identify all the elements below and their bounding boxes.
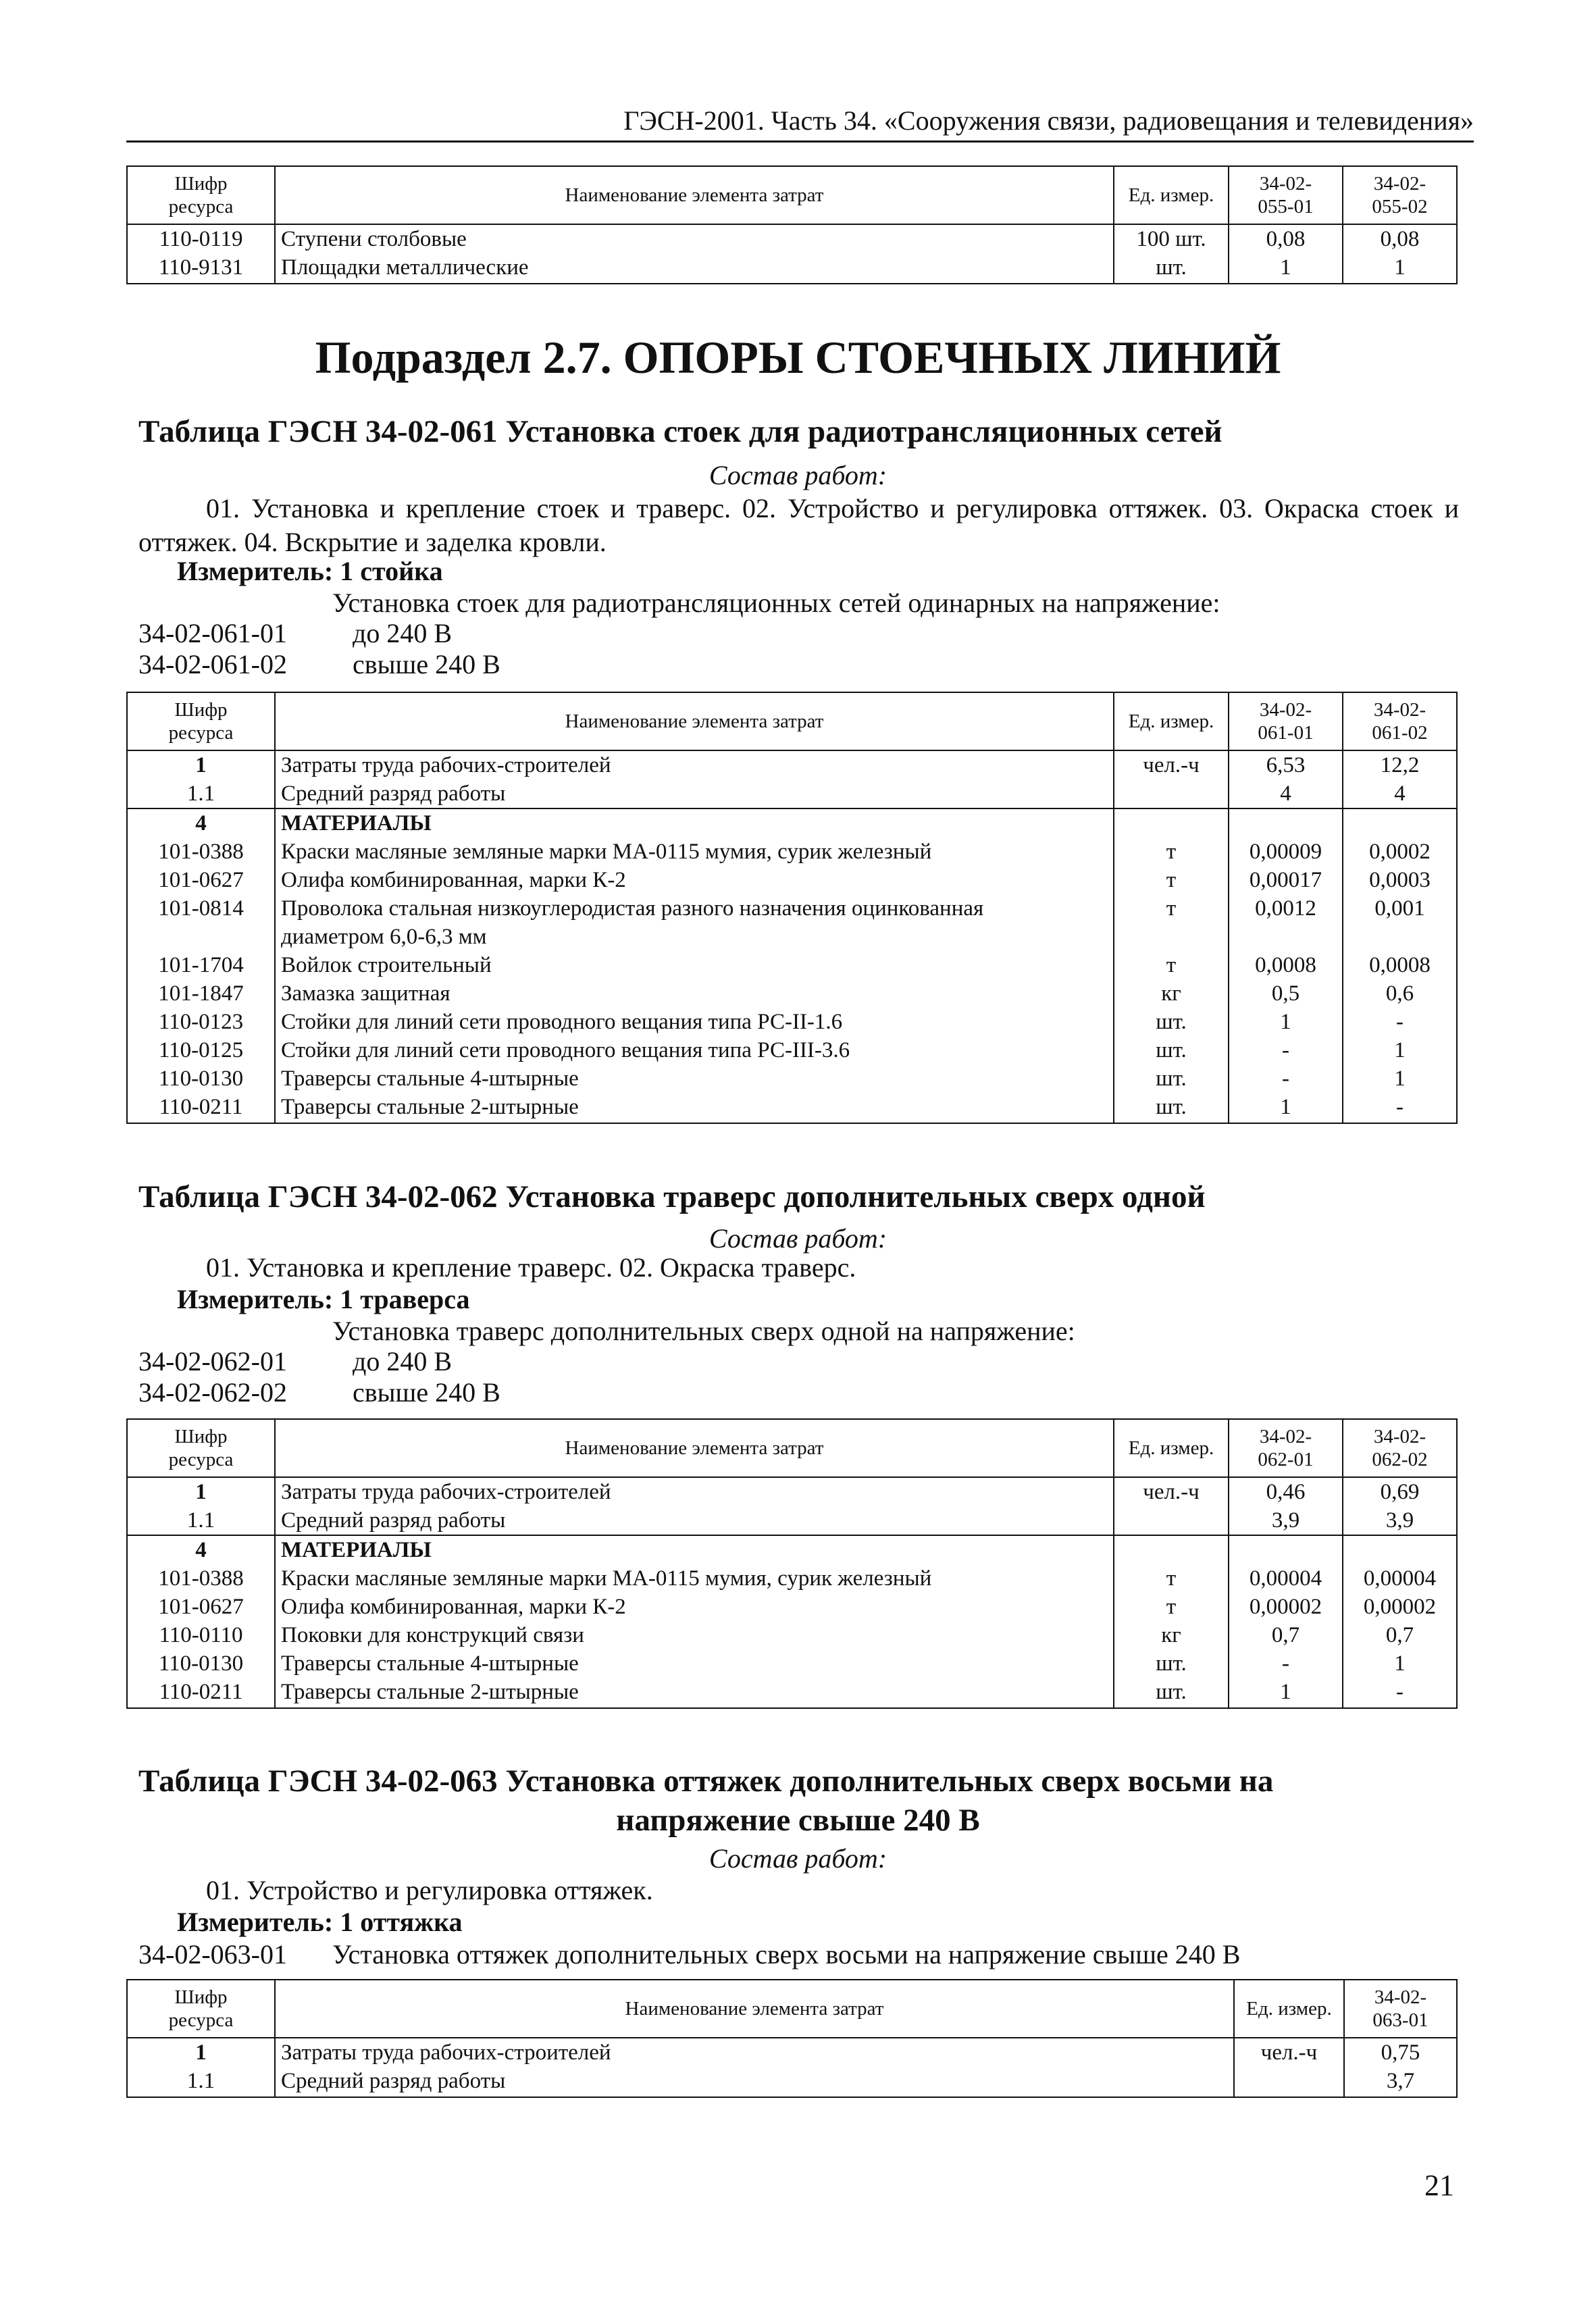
- col-header-norm-2: 34-02- 055-02: [1343, 166, 1457, 224]
- table-row: 110-0211 Траверсы стальные 2-штырные шт. 1 -: [127, 1678, 1457, 1708]
- table-row: 101-0814 Проволока стальная низкоуглеродистая разного назначения оцинкованная т 0,0012 0,001: [127, 894, 1457, 923]
- table-row: 101-1847 Замазка защитная кг 0,5 0,6: [127, 979, 1457, 1008]
- table-063-code-desc: Установка оттяжек дополнительных сверх восьми на напряжение свыше 240 В: [332, 1939, 1241, 1970]
- table-062-sostav-label: Состав работ:: [709, 1223, 887, 1254]
- table-row: 1.1 Средний разряд работы 4 4: [127, 779, 1457, 808]
- table-row: 101-0627 Олифа комбинированная, марки К-2 т 0,00002 0,00002: [127, 1593, 1457, 1621]
- col-header-code: Шифр ресурса: [127, 1980, 275, 2038]
- table-062-intro: Установка траверс дополнительных сверх одной на напряжение:: [332, 1316, 1075, 1346]
- col-header-norm-2: 34-02- 061-02: [1343, 692, 1457, 750]
- table-062-code-2: 34-02-062-02: [138, 1377, 287, 1408]
- table-061-work-description: 01. Установка и крепление стоек и траверс. 02. Устройство и регулировка оттяжек. 03. Окраска стоек и оттяжек. 04. Вскрытие и заделка кровли.: [138, 493, 1459, 557]
- col-header-unit: Ед. измер.: [1114, 166, 1229, 224]
- table-row: 1 Затраты труда рабочих-строителей чел.-ч 0,46 0,69: [127, 1477, 1457, 1506]
- col-header-name: Наименование элемента затрат: [275, 1419, 1114, 1477]
- table-063-title-line-2: напряжение свыше 240 В: [616, 1803, 980, 1838]
- table-row: 110-0130 Траверсы стальные 4-штырные шт. - 1: [127, 1064, 1457, 1093]
- col-header-name: Наименование элемента затрат: [275, 166, 1114, 224]
- page-number: 21: [1424, 2169, 1454, 2202]
- table-row: 110-0125 Стойки для линий сети проводного вещания типа РС-III-3.6 шт. - 1: [127, 1036, 1457, 1064]
- table-062-code-2-desc: свыше 240 В: [353, 1377, 500, 1408]
- table-061-intro: Установка стоек для радиотрансляционных сетей одинарных на напряжение:: [332, 588, 1220, 618]
- table-062-code-1-desc: до 240 В: [353, 1346, 453, 1377]
- col-header-norm-1: 34-02- 061-01: [1229, 692, 1343, 750]
- table-row: 110-0130 Траверсы стальные 4-штырные шт. - 1: [127, 1649, 1457, 1678]
- table-row: 1 Затраты труда рабочих-строителей чел.-ч 0,75: [127, 2038, 1457, 2067]
- col-header-unit: Ед. измер.: [1234, 1980, 1344, 2038]
- table-063-sostav-label: Состав работ:: [709, 1843, 887, 1874]
- table-row: 110-0119 Ступени столбовые 100 шт. 0,08 0,08: [127, 224, 1457, 253]
- table-row: 110-9131 Площадки металлические шт. 1 1: [127, 253, 1457, 284]
- table-061-code-2: 34-02-061-02: [138, 649, 287, 679]
- table-063-title-line-1: Таблица ГЭСН 34-02-063 Установка оттяжек дополнительных сверх восьми на: [138, 1764, 1274, 1799]
- table-061: [126, 692, 1458, 1124]
- table-row: 1.1 Средний разряд работы 3,9 3,9: [127, 1506, 1457, 1535]
- table-row: 110-0123 Стойки для линий сети проводного вещания типа РС-II-1.6 шт. 1 -: [127, 1008, 1457, 1036]
- col-header-unit: Ед. измер.: [1114, 1419, 1229, 1477]
- table-row: 1.1 Средний разряд работы 3,7: [127, 2067, 1457, 2097]
- table-061-code-1-desc: до 240 В: [353, 618, 453, 648]
- col-header-unit: Ед. измер.: [1114, 692, 1229, 750]
- table-row: 101-0388 Краски масляные земляные марки МА-0115 мумия, сурик железный т 0,00009 0,0002: [127, 838, 1457, 866]
- table-row: 110-0110 Поковки для конструкций связи кг 0,7 0,7: [127, 1621, 1457, 1649]
- table-061-code-2-desc: свыше 240 В: [353, 649, 500, 679]
- table-063-measure: Измеритель: 1 оттяжка: [177, 1907, 463, 1937]
- col-header-code: Шифр ресурса: [127, 692, 275, 750]
- col-header-norm-1: 34-02- 055-01: [1229, 166, 1343, 224]
- table-063-code: 34-02-063-01: [138, 1939, 287, 1970]
- table-062-title: Таблица ГЭСН 34-02-062 Установка траверс дополнительных сверх одной: [138, 1179, 1206, 1214]
- table-062-code-1: 34-02-062-01: [138, 1346, 287, 1377]
- table-row: 101-1704 Войлок строительный т 0,0008 0,0008: [127, 951, 1457, 979]
- table-row: 101-0627 Олифа комбинированная, марки К-2 т 0,00017 0,0003: [127, 866, 1457, 894]
- col-header-norm-1: 34-02- 063-01: [1344, 1980, 1457, 2038]
- table-row-group-materials: 4 МАТЕРИАЛЫ: [127, 808, 1457, 838]
- table-row-group-materials: 4 МАТЕРИАЛЫ: [127, 1535, 1457, 1564]
- table-061-title: Таблица ГЭСН 34-02-061 Установка стоек для радиотрансляционных сетей: [138, 414, 1222, 449]
- table-063-work-description: 01. Устройство и регулировка оттяжек.: [206, 1875, 653, 1905]
- table-061-code-1: 34-02-061-01: [138, 618, 287, 648]
- col-header-code: Шифр ресурса: [127, 166, 275, 224]
- col-header-name: Наименование элемента затрат: [275, 1980, 1234, 2038]
- col-header-name: Наименование элемента затрат: [275, 692, 1114, 750]
- table-row: диаметром 6,0-6,3 мм: [127, 923, 1457, 951]
- table-061-sostav-label: Состав работ:: [709, 460, 887, 490]
- col-header-norm-1: 34-02- 062-01: [1229, 1419, 1343, 1477]
- table-062-work-description: 01. Установка и крепление траверс. 02. Окраска траверс.: [206, 1252, 856, 1283]
- table-row: 110-0211 Траверсы стальные 2-штырные шт. 1 -: [127, 1093, 1457, 1123]
- table-row: 101-0388 Краски масляные земляные марки МА-0115 мумия, сурик железный т 0,00004 0,00004: [127, 1564, 1457, 1593]
- col-header-norm-2: 34-02- 062-02: [1343, 1419, 1457, 1477]
- section-title: Подраздел 2.7. ОПОРЫ СТОЕЧНЫХ ЛИНИЙ: [315, 332, 1281, 383]
- table-063: [126, 1979, 1458, 2098]
- table-062: [126, 1418, 1458, 1709]
- table-061-measure: Измеритель: 1 стойка: [177, 556, 443, 586]
- col-header-code: Шифр ресурса: [127, 1419, 275, 1477]
- table-055: [126, 165, 1458, 284]
- table-062-measure: Измеритель: 1 траверса: [177, 1284, 470, 1314]
- running-header: ГЭСН-2001. Часть 34. «Сооружения связи, радиовещания и телевидения»: [126, 105, 1474, 143]
- table-row: 1 Затраты труда рабочих-строителей чел.-ч 6,53 12,2: [127, 750, 1457, 779]
